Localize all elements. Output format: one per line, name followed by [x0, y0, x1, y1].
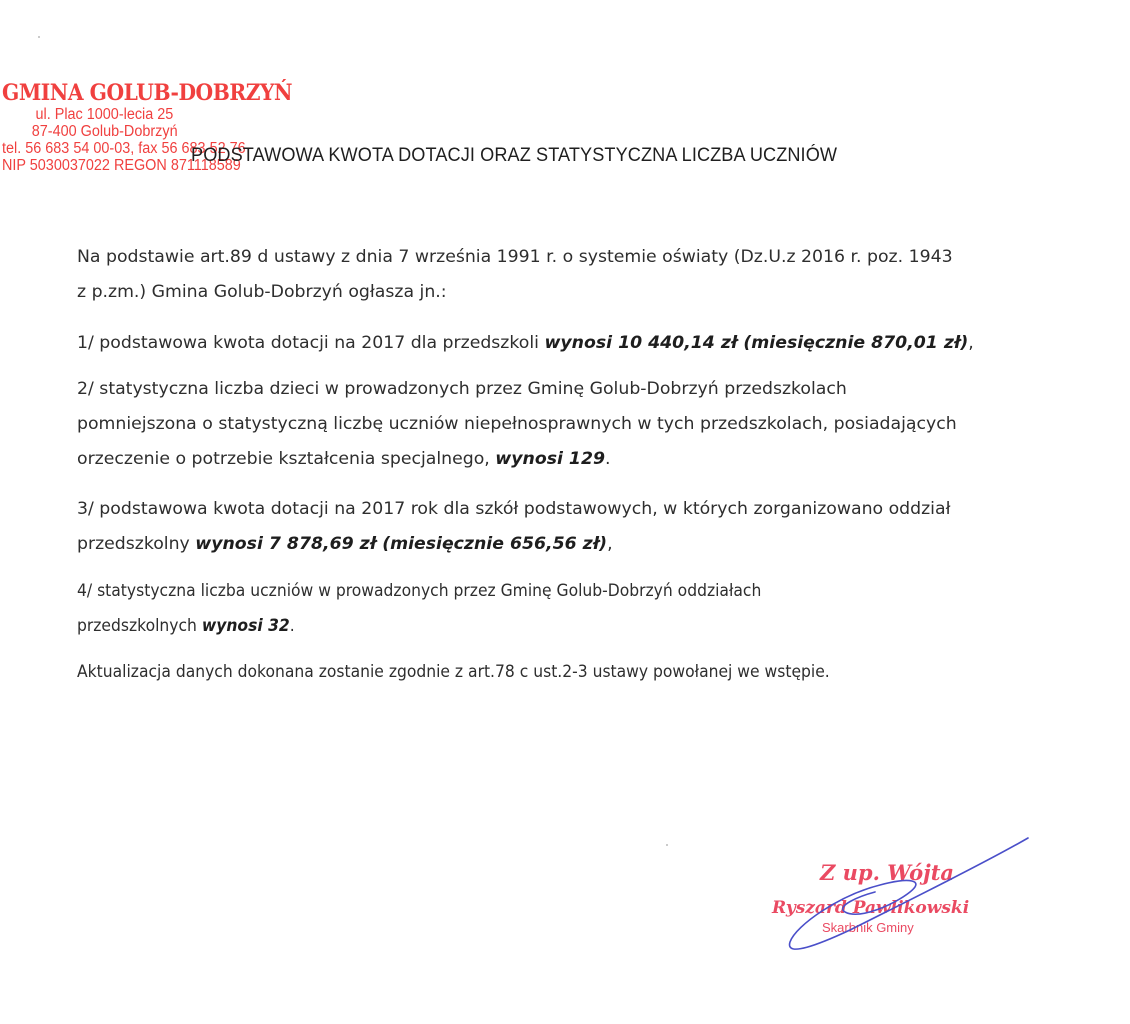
item-2-line-3: orzeczenie o potrzebie kształcenia specjalnego,: [77, 449, 496, 469]
closing-paragraph: [77, 655, 830, 690]
closing-text: Aktualizacja danych dokonana zostanie zgodnie z art.78 c ust.2-3 ustawy powołanej we wstępie.: [77, 662, 830, 682]
intro-line-1: Na podstawie art.89 d ustawy z dnia 7 września 1991 r. o systemie oświaty (Dz.U.z 2016 r. poz. 1943: [77, 247, 953, 267]
item-4-line-1: 4/ statystyczna liczba uczniów w prowadzonych przez Gminę Golub-Dobrzyń oddziałach: [77, 581, 762, 601]
stamp-ids: NIP 5030037022 REGON 871118589: [2, 157, 241, 174]
item-2-count: wynosi 129: [495, 449, 606, 469]
scan-speck: [666, 844, 668, 846]
item-1-paragraph: [77, 326, 974, 361]
item-4-tail: .: [289, 616, 295, 636]
item-3-paragraph: [77, 492, 950, 562]
item-4-line-2: przedszkolnych: [77, 616, 202, 636]
item-4-count: wynosi 32: [201, 616, 290, 636]
item-2-paragraph: [77, 372, 957, 477]
stamp-city: 87-400 Golub-Dobrzyń: [31, 123, 178, 140]
item-2-line-2: pomniejszona o statystyczną liczbę uczniów niepełnosprawnych w tych przedszkolach, posiadających: [77, 414, 957, 434]
intro-line-2: z p.zm.) Gmina Golub-Dobrzyń ogłasza jn.:: [77, 282, 447, 302]
stamp-address: ul. Plac 1000-lecia 25: [35, 106, 174, 123]
signature-stamp-authority: Z up. Wójta: [820, 860, 954, 885]
intro-paragraph: [77, 240, 953, 310]
scan-speck: [38, 36, 40, 38]
item-4-paragraph: [77, 574, 761, 644]
item-3-line-1: 3/ podstawowa kwota dotacji na 2017 rok dla szkół podstawowych, w których zorganizowano oddział: [77, 499, 951, 519]
item-2-line-1: 2/ statystyczna liczba dzieci w prowadzonych przez Gminę Golub-Dobrzyń przedszkolach: [77, 379, 847, 399]
document-title: PODSTAWOWA KWOTA DOTACJI ORAZ STATYSTYCZNA LICZBA UCZNIÓW: [191, 144, 838, 166]
item-1-tail: ,: [968, 333, 974, 353]
item-3-amount: wynosi 7 878,69 zł (miesięcznie 656,56 zł): [195, 534, 608, 554]
signature-stamp: [770, 860, 1010, 960]
item-3-line-2: przedszkolny: [77, 534, 196, 554]
stamp-municipality-name: GMINA GOLUB-DOBRZYŃ: [2, 80, 293, 106]
signature-stamp-name: Ryszard Pawlikowski: [772, 898, 970, 918]
stamp-phone: tel. 56 683 54 00-03, fax 56 683 52 76: [2, 140, 246, 157]
item-3-tail: ,: [607, 534, 613, 554]
item-1-text: 1/ podstawowa kwota dotacji na 2017 dla przedszkoli: [77, 333, 545, 353]
signature-stamp-role: Skarbnik Gminy: [822, 920, 914, 935]
item-2-tail: .: [605, 449, 611, 469]
item-1-amount: wynosi 10 440,14 zł (miesięcznie 870,01 zł): [544, 333, 969, 353]
